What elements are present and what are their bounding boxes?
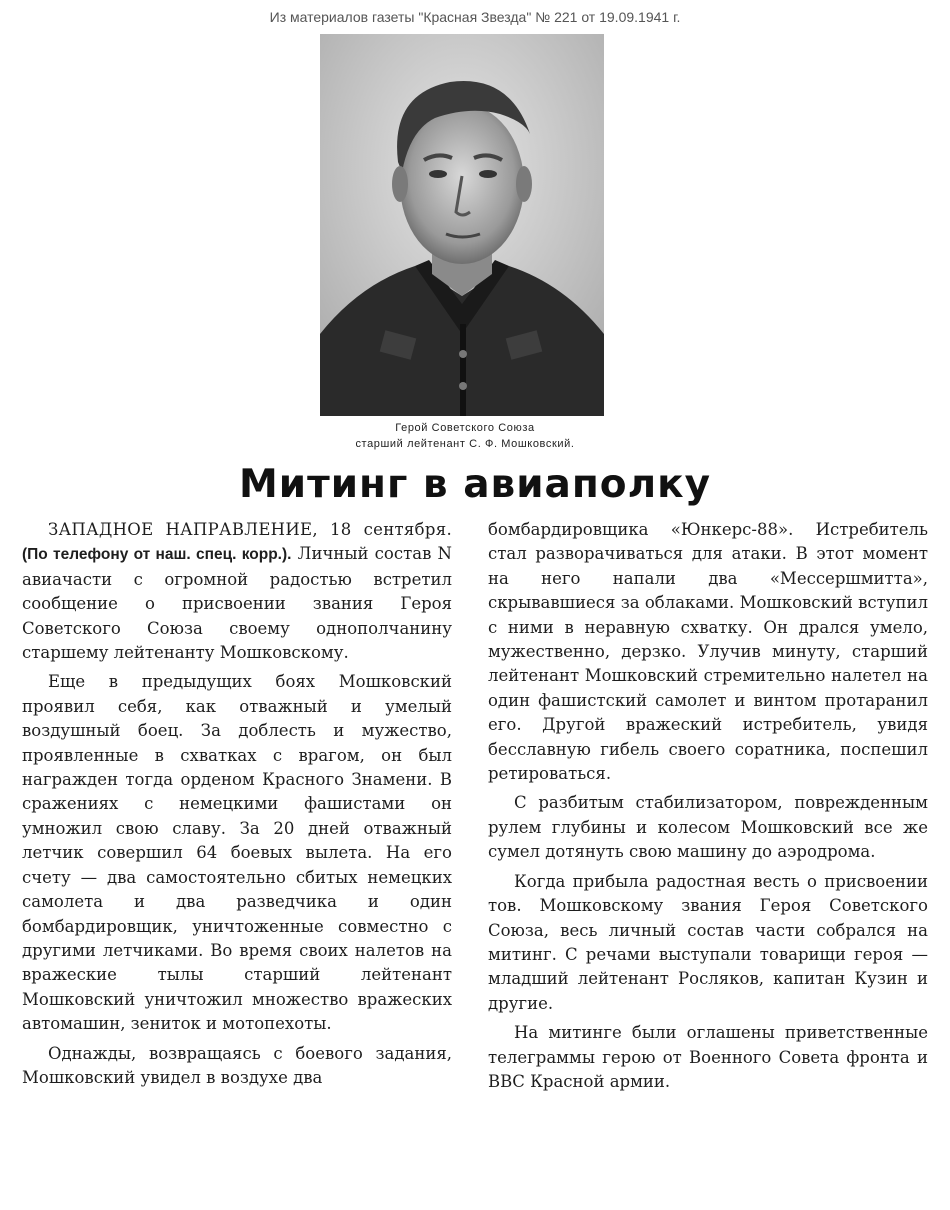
source-line: Из материалов газеты "Красная Звезда" № 221 от 19.09.1941 г. [269,9,681,25]
byline: (По телефону от наш. спец. корр.). [22,546,292,564]
paragraph-2: Еще в предыдущих боях Мошковский проявил себя, как отважный и умелый воздушный боец. За доблесть и мужество, проявленные в схватках с врагом, он был награжден тогда орденом Красного Знамени. В сражениях с немецкими фашистами он умножил свою славу. За 20 дней отважный летчик совершил 64 боевых вылета. На его счету — два самостоятельно сбитых немецких самолета и два разведчика и один бомбардировщик, уничтоженные совместно с другими летчиками. Во время своих налетов на вражеские тылы старший лейтенант Мошковский уничтожил множество вражеских автомашин, зениток и мотопехоты. [22,672,452,1034]
portrait-photo [320,34,604,416]
article-column-right [488,518,928,1099]
article-column-left [22,518,452,1095]
article-headline: Митинг в авиаполку [238,462,712,507]
paragraph-5: Когда прибыла радостная весть о присвоении тов. Мошковскому звания Героя Советского Союза, весь личный состав части собрался на митинг. С речами выступали товарищи героя — младший лейтенант Росляков, капитан Кузин и другие. [488,871,928,1013]
paragraph-3-start: Однажды, возвращаясь с боевого задания, Мошковский увидел в воздухе два [22,1043,452,1087]
paragraph-4: С разбитым стабилизатором, поврежденным рулем глубины и колесом Мошковский все же сумел дотянуть свою машину до аэродрома. [488,793,928,862]
dateline: ЗАПАДНОЕ НАПРАВЛЕНИЕ, 18 сентября. [48,520,452,539]
caption-line-2: старший лейтенант С. Ф. Мошковский. [355,438,575,450]
paragraph-3-continued: бомбардировщика «Юнкерс-88». Истребитель стал разворачиваться для атаки. В этот момент на него напали два «Мессершмитта», скрывавшиеся за облаками. Мошковский вступил с ними в неравную схватку. Он дрался умело, мужественно, дерзко. Улучив минуту, старший лейтенант Мошковский стремительно налетел на один фашистский самолет и винтом протаранил его. Другой вражеский истребитель, увидя бесславную гибель своего соратника, поспешил ретироваться. [488,520,928,784]
caption-line-1: Герой Советского Союза [395,422,535,434]
lead-paragraph: Личный состав N авиачасти с огромной радостью встретил сообщение о присвоении звания Героя Советского Союза своему однополчанину старшему лейтенанту Мошковскому. [22,544,452,663]
article-opening [22,518,452,665]
paragraph-6: На митинге были оглашены приветственные телеграммы герою от Военного Совета фронта и ВВС Красной армии. [488,1023,928,1091]
portrait-illustration [320,34,604,416]
photo-caption [310,420,620,452]
